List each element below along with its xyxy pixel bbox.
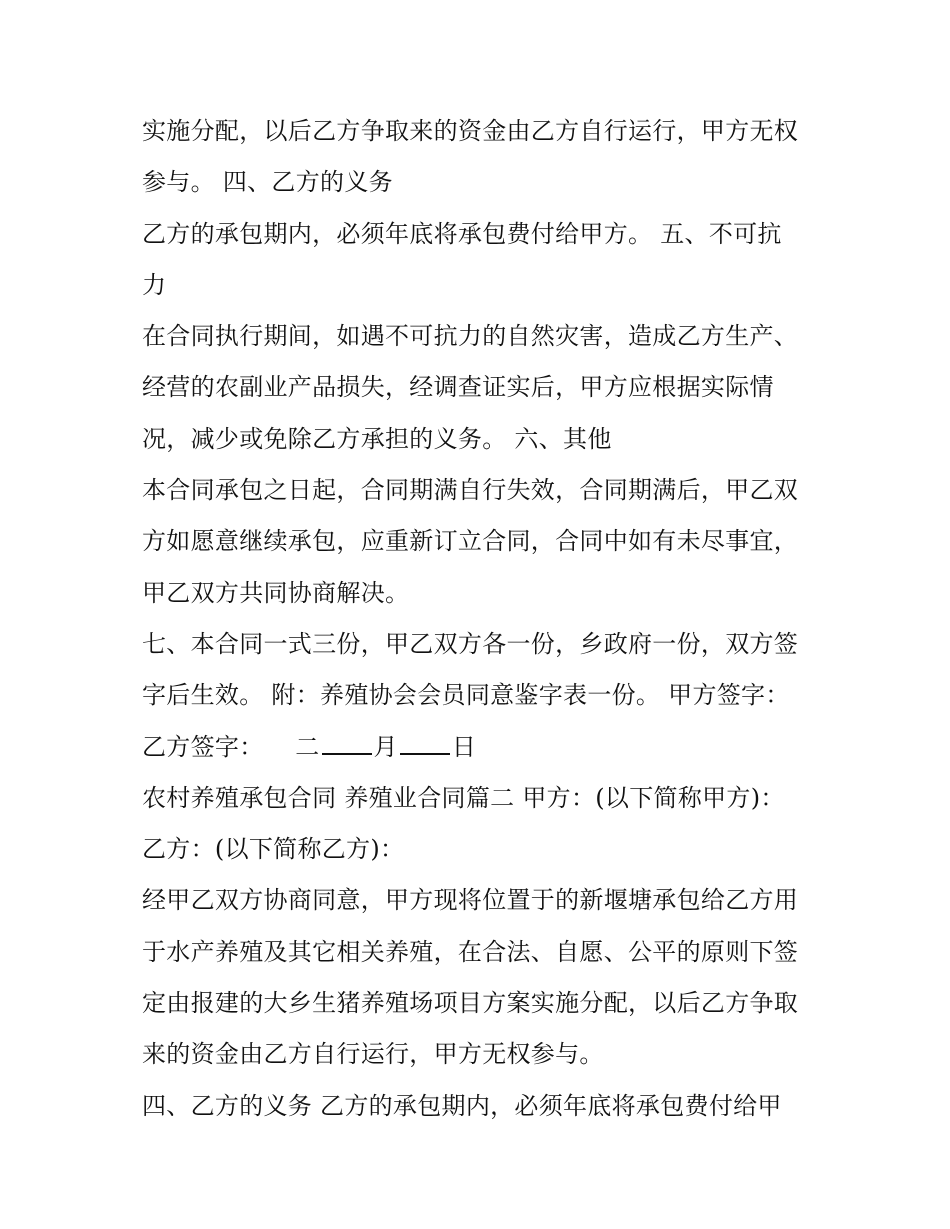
text-line: 七、本合同一式三份，甲乙双方各一份，乡政府一份，双方签 — [142, 629, 799, 658]
text-line: 参与。 四、乙方的义务 — [142, 168, 393, 197]
month-blank — [322, 727, 372, 755]
text-line: 实施分配，以后乙方争取来的资金由乙方自行运行，甲方无权 — [142, 117, 799, 145]
party-b-signature-line — [142, 722, 822, 773]
text-line: 四、乙方的义务 乙方的承包期内，必须年底将承包费付给甲 — [142, 1091, 782, 1120]
day-blank — [400, 727, 450, 755]
text-line: 甲乙双方共同协商解决。 — [142, 578, 410, 607]
text-line: 况，减少或免除乙方承担的义务。 六、其他 — [142, 424, 612, 453]
signature-label: 乙方签字： — [142, 732, 264, 761]
text-line: 方如愿意继续承包，应重新订立合同，合同中如有未尽事宜， — [142, 527, 799, 556]
text-line: 乙方：(以下简称乙方)： — [142, 835, 405, 864]
text-line: 本合同承包之日起，合同期满自行失效，合同期满后，甲乙双 — [142, 476, 799, 505]
contract-body — [142, 106, 822, 1132]
signature-month: 月 — [373, 732, 398, 761]
signature-day: 日 — [451, 732, 477, 761]
text-line: 在合同执行期间，如遇不可抗力的自然灾害，造成乙方生产、 — [142, 322, 799, 351]
text-line: 力 — [142, 270, 167, 299]
text-line: 来的资金由乙方自行运行，甲方无权参与。 — [142, 1040, 604, 1069]
text-line: 乙方的承包期内，必须年底将承包费付给甲方。 五、不可抗 — [142, 219, 782, 248]
text-line: 于水产养殖及其它相关养殖，在合法、自愿、公平的原则下签 — [142, 937, 799, 966]
text-line: 经甲乙双方协商同意，甲方现将位置于的新堰塘承包给乙方用 — [142, 886, 799, 915]
text-line: 字后生效。 附：养殖协会会员同意鉴字表一份。 甲方签字： — [142, 681, 790, 710]
text-line: 定由报建的大乡生猪养殖场项目方案实施分配，以后乙方争取 — [142, 989, 799, 1018]
text-line: 经营的农副业产品损失，经调查证实后，甲方应根据实际情 — [142, 373, 774, 402]
signature-year: 二 — [295, 732, 320, 761]
text-line: 农村养殖承包合同 养殖业合同篇二 甲方：(以下简称甲方)： — [142, 783, 785, 812]
